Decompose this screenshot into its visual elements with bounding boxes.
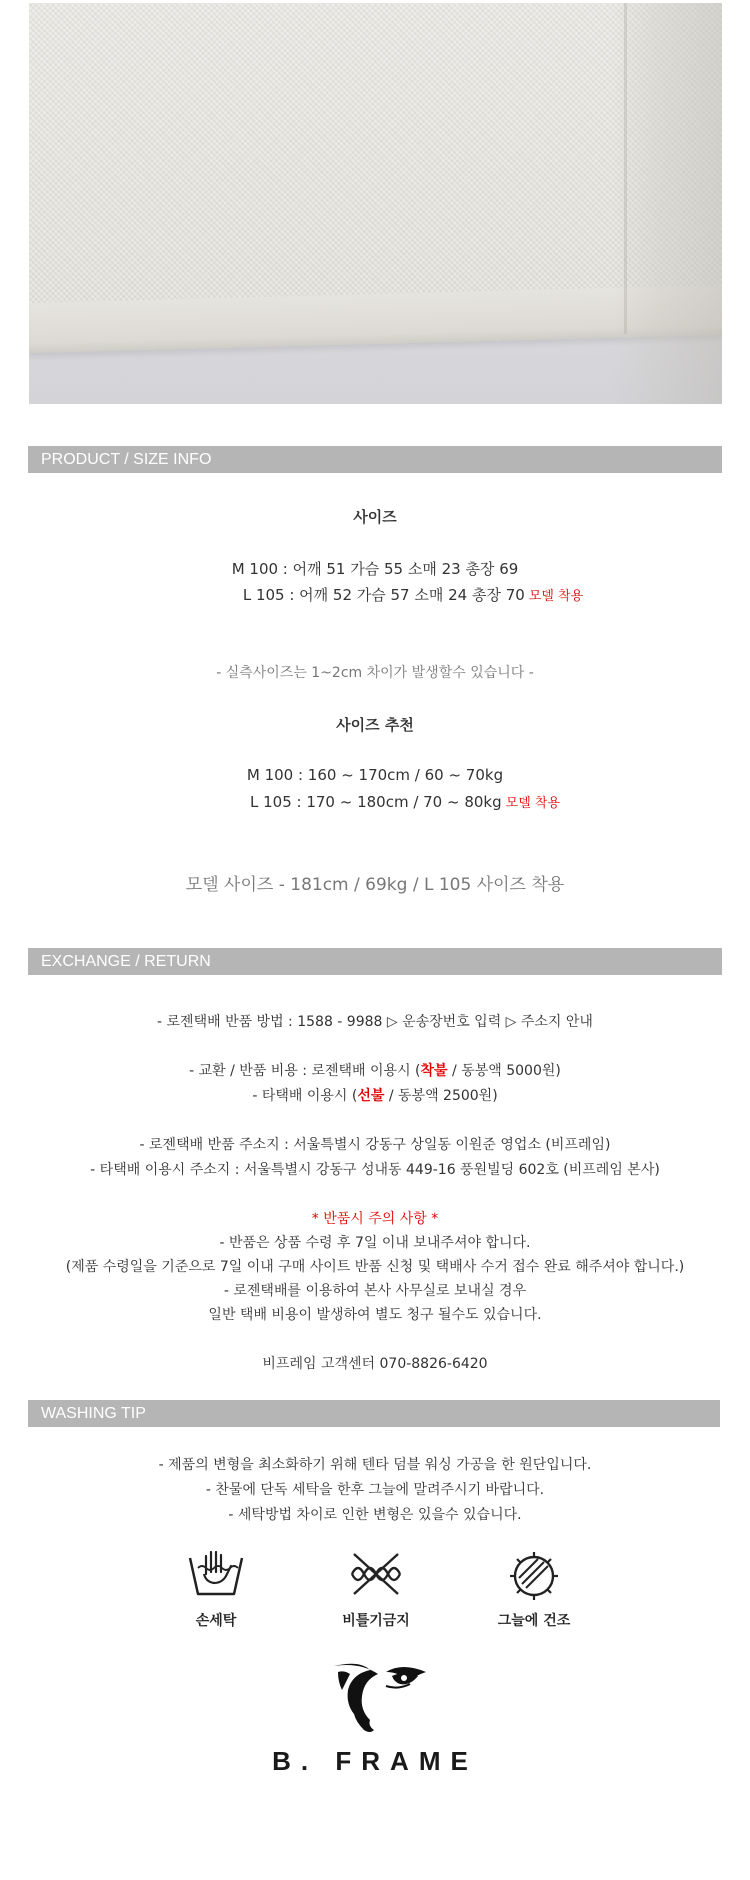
model-size-info: 모델 사이즈 - 181cm / 69kg / L 105 사이즈 착용 [185,875,565,895]
washing-tip-line: - 찬물에 단독 세탁을 한후 그늘에 말려주시기 바랍니다. [205,1482,545,1498]
caution-line: - 반품은 상품 수령 후 7일 이내 보내주셔야 합니다. [219,1235,531,1251]
return-cost-other [0,1085,750,1105]
customer-center: 비프레임 고객센터 070-8826-6420 [262,1356,488,1372]
recommend-title: 사이즈 추천 [336,716,414,734]
return-address-other: - 타택배 이용시 주소지 : 서울특별시 강동구 성내동 449-16 풍원빌딩 602호 (비프레임 본사) [90,1162,660,1178]
size-row-l105 [38,584,750,605]
size-row-text: M 100 : 어깨 51 가슴 55 소매 23 총장 69 [231,560,519,578]
hand-wash-icon [186,1548,246,1600]
prepaid-highlight: 선불 [357,1088,385,1104]
return-method: - 로젠택배 반품 방법 : 1588 - 9988 ▷ 운송장번호 입력 ▷ 주소지 안내 [157,1014,593,1030]
section-header-exchange-return: EXCHANGE / RETURN [28,948,722,975]
model-wearing-tag: 모델 착용 [528,589,584,604]
cod-highlight: 착불 [420,1063,448,1079]
product-fabric-photo [29,3,722,404]
model-wearing-tag: 모델 착용 [505,796,561,811]
return-cost-text: - 타택배 이용시 ( [252,1088,358,1104]
recommend-row-l105 [30,792,750,811]
caution-line: - 로젠택배를 이용하여 본사 사무실로 보내실 경우 [223,1283,527,1299]
return-cost-text: / 동봉액 2500원) [384,1088,498,1104]
dry-in-shade-icon [504,1546,564,1598]
size-title: 사이즈 [353,508,397,526]
return-cost-logen [0,1060,750,1080]
recommend-row-text: L 105 : 170 ~ 180cm / 70 ~ 80kg [249,793,502,811]
brand-face-logo [330,1660,430,1736]
section-header-product-size-info: PRODUCT / SIZE INFO [28,446,722,473]
hand-wash-label: 손세탁 [195,1613,237,1629]
no-wring-label: 비틀기금지 [342,1613,410,1629]
brand-logo-text: B. FRAME [272,1746,478,1776]
recommend-row-text: M 100 : 160 ~ 170cm / 60 ~ 70kg [246,766,504,784]
size-note: - 실측사이즈는 1~2cm 차이가 발생할수 있습니다 - [216,665,534,681]
dry-in-shade-label: 그늘에 건조 [497,1613,571,1629]
recommend-row-m100 [0,766,750,784]
caution-line: (제품 수령일을 기준으로 7일 이내 구매 사이트 반품 신청 및 택배사 수거 접수 완료 해주셔야 합니다.) [65,1259,685,1275]
return-address-logen: - 로젠택배 반품 주소지 : 서울특별시 강동구 상일동 이원준 영업소 (비프레임) [139,1137,611,1153]
section-header-washing-tip: WASHING TIP [28,1400,720,1427]
return-cost-text: - 교환 / 반품 비용 : 로젠택배 이용시 ( [189,1063,421,1079]
washing-tip-line: - 제품의 변형을 최소화하기 위해 텐타 덤블 워싱 가공을 한 원단입니다. [158,1457,592,1473]
washing-tip-line: - 세탁방법 차이로 인한 변형은 있을수 있습니다. [228,1507,522,1523]
caution-line: 일반 택배 비용이 발생하여 별도 청구 될수도 있습니다. [208,1307,542,1323]
return-cost-text: / 동봉액 5000원) [447,1063,561,1079]
no-wring-icon [346,1548,406,1600]
size-row-m100 [0,558,750,579]
size-row-text: L 105 : 어깨 52 가슴 57 소매 24 총장 70 [242,586,525,604]
caution-title: * 반품시 주의 사항 * [311,1211,439,1227]
